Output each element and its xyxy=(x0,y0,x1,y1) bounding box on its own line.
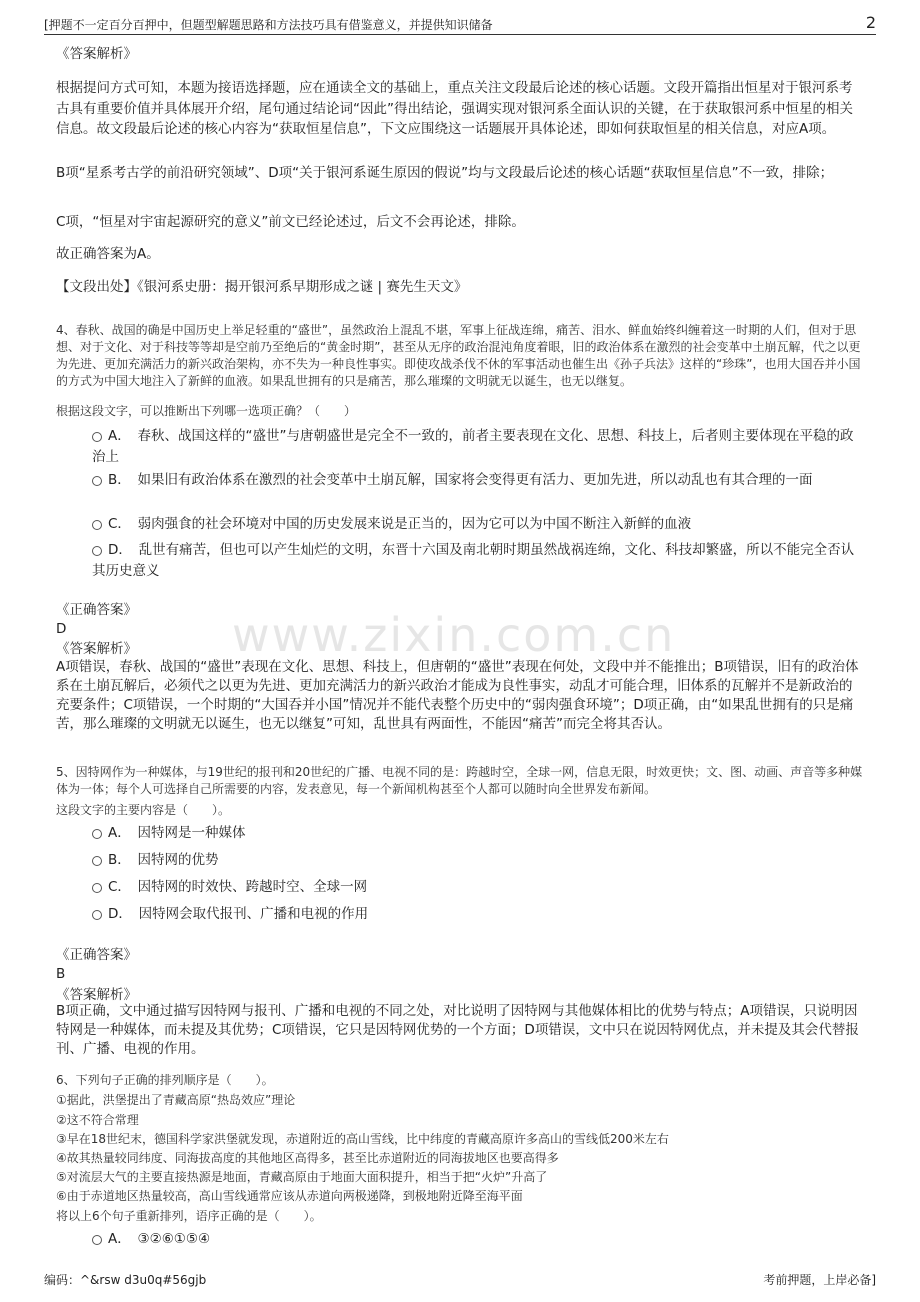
q5-option-b[interactable] xyxy=(92,850,862,871)
q4-analysis: A项错误，春秋、战国的“盛世”表现在文化、思想、科技上，但唐朝的“盛世”表现在何处，文段中并不能推出；B项错误，旧有的政治体系在土崩瓦解后，必须代之以更为先进、更加充满活力的新兴政治才能成为良性事实，动乱才可能合理，旧体系的瓦解并不是新政治的充要条件；C项错误，一个时期的“大国吞并小国”情况并不能代表整个历史中的“弱肉强食环境”；D项正确，由“如果乱世拥有的只是痛苦，那么璀璨的文明就无以诞生，也无以继复”可知，乱世具有两面性，不能因“痛苦”而完全将其否认。 xyxy=(56,659,859,732)
q3-source: 【文段出处】《银河系史册：揭开银河系早期形成之谜 | 赛先生天文》 xyxy=(56,279,468,295)
q6-sentence-3: ③早在18世纪末，德国科学家洪堡就发现，赤道附近的高山雪线，比中纬度的青藏高原许多高山的雪线低200米左右 xyxy=(56,1132,669,1146)
q4-option-c[interactable] xyxy=(92,514,862,535)
option-text: C． 因特网的时效快、跨越时空、全球一网 xyxy=(108,879,368,895)
radio-icon[interactable] xyxy=(92,910,102,920)
option-text: A． 因特网是一种媒体 xyxy=(108,825,246,841)
q5-answer: B xyxy=(56,966,66,982)
q5-analysis-title: 《答案解析》 xyxy=(56,987,137,1003)
q6-option-a[interactable] xyxy=(92,1229,862,1250)
q3-analysis-p2: B项“星系考古学的前沿研究领域”、D项“关于银河系诞生原因的假说”均与文段最后论述的核心话题“获取恒星信息”不一致，排除； xyxy=(56,165,834,181)
q4-stem: 4、春秋、战国的确是中国历史上举足轻重的“盛世”，虽然政治上混乱不堪，军事上征战连绵，痛苦、泪水、鲜血始终纠缠着这一时期的人们，但对于思想、对于文化、对于科技等等却是空前乃至绝后的“黄金时期”，甚至从无序的政治混沌角度着眼，旧的政治体系在激烈的社会变革中土崩瓦解，代之以更为先进、更加充满活力的新兴政治架构，亦不失为一种良性事实。即使攻战杀伐不休的军事活动也催生出《孙子兵法》这样的“珍珠”，也用大国吞并小国的方式为中国大地注入了新鲜的血液。如果乱世拥有的只是痛苦，那么璀璨的文明就无以诞生，也无以继复。 xyxy=(56,323,861,388)
q6-sentence-2: ②这不符合常理 xyxy=(56,1113,139,1127)
footer-code: 编码：^&rsw d3u0q#56gjb xyxy=(44,1273,207,1287)
q5-option-a[interactable] xyxy=(92,823,862,844)
q6-stem: 6、下列句子正确的排列顺序是（ ）。 xyxy=(56,1073,274,1087)
q5-option-c[interactable] xyxy=(92,877,862,898)
q5-stem: 5、因特网作为一种媒体，与19世纪的报刊和20世纪的广播、电视不同的是：跨越时空，全球一网，信息无限，时效更快；文、图、动画、声音等多种媒体为一体；每个人可选择自己所需要的内容，发表意见，每一个新闻机构甚至个人都可以随时向全世界发布新闻。 xyxy=(56,765,863,796)
radio-icon[interactable] xyxy=(92,829,102,839)
radio-icon[interactable] xyxy=(92,856,102,866)
radio-icon[interactable] xyxy=(92,1235,102,1245)
header-text: [押题不一定百分百押中，但题型解题思路和方法技巧具有借鉴意义，并提供知识储备 xyxy=(44,18,493,32)
radio-icon[interactable] xyxy=(92,520,102,530)
option-text: B． 因特网的优势 xyxy=(108,852,219,868)
q4-analysis-title: 《答案解析》 xyxy=(56,641,137,657)
q4-answer: D xyxy=(56,621,67,637)
option-text: C． 弱肉强食的社会环境对中国的历史发展来说是正当的，因为它可以为中国不断注入新鲜的血液 xyxy=(108,516,692,532)
q5-analysis: B项正确，文中通过描写因特网与报刊、广播和电视的不同之处，对比说明了因特网与其他媒体相比的优势与特点；A项错误，只说明因特网是一种媒体，而未提及其优势；C项错误，它只是因特网优势的一个方面；D项错误，文中只在说因特网优点，并未提及其会代替报刊、广播、电视的作用。 xyxy=(56,1003,859,1057)
q3-analysis-p1: 根据提问方式可知，本题为接语选择题，应在通读全文的基础上，重点关注文段最后论述的核心话题。文段开篇指出恒星对于银河系考古具有重要价值并具体展开介绍，尾句通过结论词“因此”得出结论，强调实现对银河系全面认识的关键，在于获取银河系中恒星的相关信息。故文段最后论述的核心内容为“获取恒星信息”，下文应围绕这一话题展开具体论述，即如何获取恒星的相关信息，对应A项。 xyxy=(56,80,853,137)
q5-question: 这段文字的主要内容是（ ）。 xyxy=(56,803,231,817)
option-text: A． ③②⑥①⑤④ xyxy=(108,1231,211,1247)
radio-icon[interactable] xyxy=(92,432,102,442)
option-text: B． 如果旧有政治体系在激烈的社会变革中土崩瓦解，国家将会变得更有活力、更加先进，所以动乱也有其合理的一面 xyxy=(108,472,813,488)
watermark: www.zixin.com.cn xyxy=(232,608,676,662)
radio-icon[interactable] xyxy=(92,883,102,893)
q4-option-a[interactable] xyxy=(92,426,862,468)
option-text: A． 春秋、战国这样的“盛世”与唐朝盛世是完全不一致的，前者主要表现在文化、思想、科技上，后者则主要体现在平稳的政治上 xyxy=(92,428,854,465)
footer-slogan: 考前押题，上岸必备] xyxy=(763,1273,876,1287)
q4-option-b[interactable] xyxy=(92,470,862,491)
option-text: D． 乱世有痛苦，但也可以产生灿烂的文明，东晋十六国及南北朝时期虽然战祸连绵，文化、科技却繁盛，所以不能完全否认其历史意义 xyxy=(92,542,855,579)
radio-icon[interactable] xyxy=(92,546,102,556)
q6-sentence-5: ⑤对流层大气的主要直接热源是地面，青藏高原由于地面大面积提升，相当于把“火炉”升高了 xyxy=(56,1170,548,1184)
q6-question: 将以上6个句子重新排列，语序正确的是（ ）。 xyxy=(56,1209,322,1223)
option-text: D． 因特网会取代报刊、广播和电视的作用 xyxy=(108,906,369,922)
q6-sentence-6: ⑥由于赤道地区热量较高，高山雪线通常应该从赤道向两极递降，到极地附近降至海平面 xyxy=(56,1189,523,1203)
page-header xyxy=(44,12,876,35)
q3-analysis-p3: C项，“恒星对宇宙起源研究的意义”前文已经论述过，后文不会再论述，排除。 xyxy=(56,214,525,230)
q6-sentence-1: ①据此，洪堡提出了青藏高原“热岛效应”理论 xyxy=(56,1093,296,1107)
q5-option-d[interactable] xyxy=(92,904,862,925)
radio-icon[interactable] xyxy=(92,476,102,486)
q6-sentence-4: ④故其热量较同纬度、同海拔高度的其他地区高得多，甚至比赤道附近的同海拔地区也要高得多 xyxy=(56,1151,559,1165)
q4-question: 根据这段文字，可以推断出下列哪一选项正确？（ ） xyxy=(56,404,357,418)
q3-analysis-title: 《答案解析》 xyxy=(56,46,137,62)
q5-answer-title: 《正确答案》 xyxy=(56,947,137,963)
page-number: 2 xyxy=(865,13,876,32)
q4-option-d[interactable] xyxy=(92,540,862,582)
q3-answer-line: 故正确答案为A。 xyxy=(56,246,160,262)
q4-answer-title: 《正确答案》 xyxy=(56,602,137,618)
